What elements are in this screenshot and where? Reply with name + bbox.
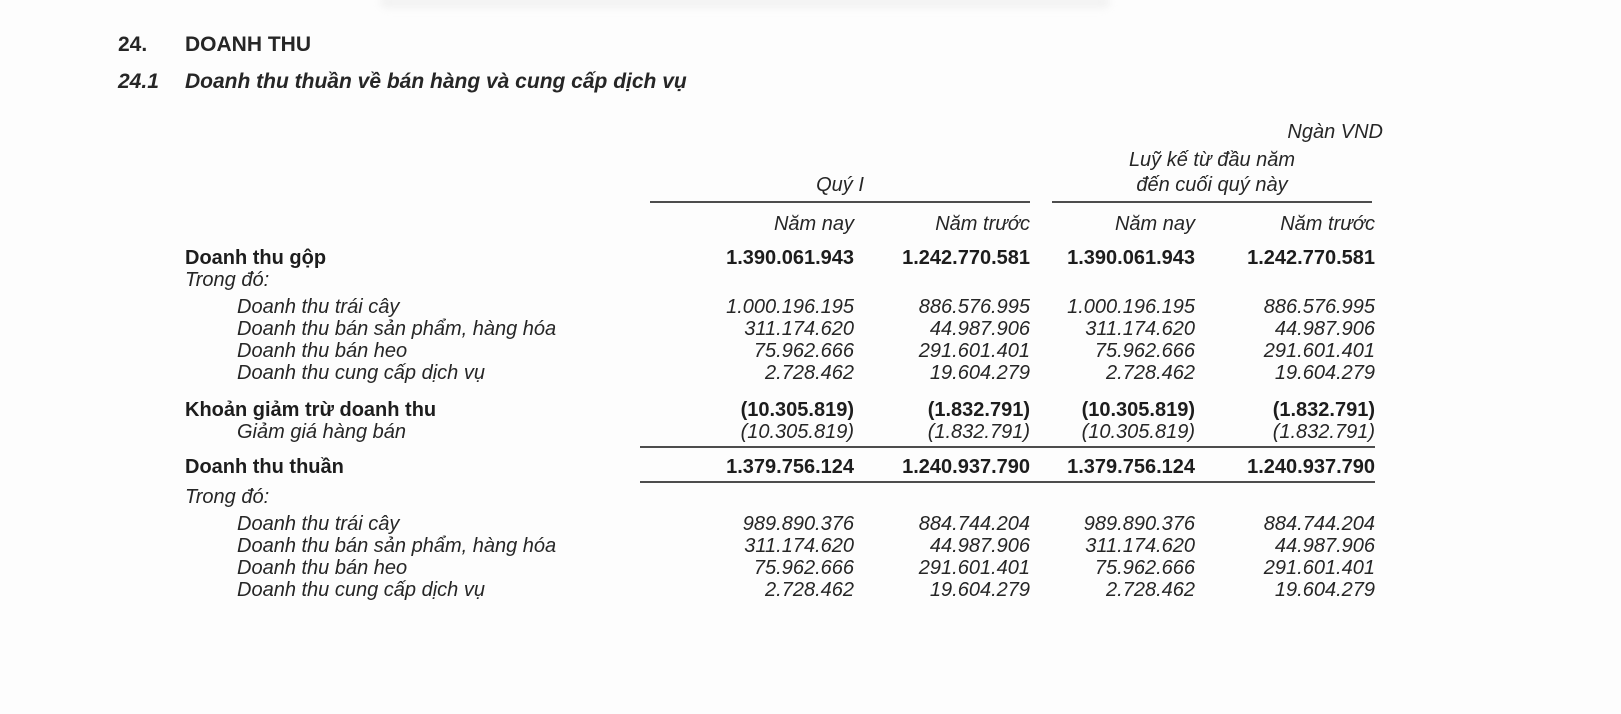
- row-value: 291.601.401: [1263, 340, 1375, 362]
- row-value: 311.174.620: [1085, 535, 1195, 557]
- row-value: 44.987.906: [1274, 318, 1375, 340]
- row-value: 291.601.401: [1263, 557, 1375, 579]
- column-group-quarter-label: Quý I: [816, 174, 864, 196]
- row-value: 989.890.376: [742, 513, 854, 535]
- row-value: 75.962.666: [753, 557, 854, 579]
- row-value: (1.832.791): [1272, 399, 1375, 421]
- row-value: 75.962.666: [1094, 557, 1195, 579]
- table-row-fruit-revenue: [185, 296, 1375, 318]
- row-label: Trong đó:: [185, 269, 270, 291]
- row-label: Khoản giảm trừ doanh thu: [185, 399, 437, 421]
- table-column-group-header: [185, 148, 1375, 203]
- col-header-ytd-current: Năm nay: [1114, 213, 1195, 235]
- row-value: 311.174.620: [1085, 318, 1195, 340]
- table-body: [185, 247, 1375, 601]
- row-value: 291.601.401: [918, 340, 1030, 362]
- row-label: Doanh thu bán heo: [237, 340, 408, 362]
- row-value: (10.305.819): [640, 421, 854, 448]
- row-value: 44.987.906: [929, 318, 1030, 340]
- row-value: 2.728.462: [765, 579, 854, 601]
- table-row-net-revenue: [185, 456, 1375, 483]
- row-label: Doanh thu cung cấp dịch vụ: [237, 362, 485, 384]
- row-label: Doanh thu bán heo: [237, 557, 408, 579]
- row-value: 19.604.279: [1274, 579, 1375, 601]
- row-value: 2.728.462: [1106, 579, 1195, 601]
- row-value: 1.000.196.195: [726, 296, 854, 318]
- row-value: 44.987.906: [929, 535, 1030, 557]
- col-header-ytd-prior: Năm trước: [1280, 213, 1375, 235]
- row-value: 1.379.756.124: [640, 456, 854, 483]
- subsection-title: Doanh thu thuần về bán hàng và cung cấp dịch vụ: [185, 70, 687, 93]
- row-label: Doanh thu trái cây: [237, 296, 400, 318]
- table-row-services-revenue: [185, 362, 1375, 384]
- row-value: 886.576.995: [1263, 296, 1375, 318]
- row-value: 311.174.620: [744, 535, 854, 557]
- row-value: 989.890.376: [1083, 513, 1195, 535]
- row-value: 19.604.279: [929, 362, 1030, 384]
- row-value: 291.601.401: [918, 557, 1030, 579]
- col-header-q-prior: Năm trước: [935, 213, 1030, 235]
- row-label: Giảm giá hàng bán: [237, 421, 407, 443]
- row-value: (10.305.819): [1030, 421, 1195, 448]
- row-value: 311.174.620: [744, 318, 854, 340]
- row-value: 884.744.204: [1263, 513, 1375, 535]
- table-row-revenue-deductions: [185, 399, 1375, 421]
- table-row-of-which: [185, 486, 1375, 508]
- table-row-net-goods-revenue: [185, 535, 1375, 557]
- row-value: 884.744.204: [918, 513, 1030, 535]
- row-value: 19.604.279: [929, 579, 1030, 601]
- table-subheader-row: [185, 203, 1375, 236]
- row-value: 1.240.937.790: [1195, 456, 1375, 483]
- row-value: 1.390.061.943: [1067, 247, 1195, 269]
- row-label: Doanh thu bán sản phẩm, hàng hóa: [237, 318, 557, 340]
- row-value: 19.604.279: [1274, 362, 1375, 384]
- row-value: 2.728.462: [765, 362, 854, 384]
- label-column-spacer: [185, 212, 640, 236]
- section-title: DOANH THU: [185, 33, 311, 56]
- row-value: 1.390.061.943: [726, 247, 854, 269]
- row-value: 1.242.770.581: [1247, 247, 1375, 269]
- row-value: (10.305.819): [1081, 399, 1195, 421]
- revenue-table: [185, 148, 1375, 601]
- column-group-ytd-label-line2: đến cuối quý này: [1136, 174, 1288, 196]
- row-value: 75.962.666: [1094, 340, 1195, 362]
- table-row-sales-discounts: [185, 421, 1375, 448]
- row-value: 1.000.196.195: [1067, 296, 1195, 318]
- section-number: 24.: [118, 33, 148, 56]
- currency-unit-note: Ngàn VND: [1287, 121, 1383, 143]
- column-group-ytd: [1030, 148, 1372, 203]
- section-heading: [118, 33, 311, 57]
- row-label: Trong đó:: [185, 486, 270, 508]
- row-value: (1.832.791): [927, 399, 1030, 421]
- table-row-goods-revenue: [185, 318, 1375, 340]
- row-value: 886.576.995: [918, 296, 1030, 318]
- row-value: 1.379.756.124: [1030, 456, 1195, 483]
- subsection-heading: [118, 70, 687, 94]
- row-value: 75.962.666: [753, 340, 854, 362]
- row-label: Doanh thu gộp: [185, 247, 327, 269]
- subsection-number: 24.1: [118, 70, 159, 93]
- row-value: (1.832.791): [854, 421, 1030, 448]
- row-value: (1.832.791): [1195, 421, 1375, 448]
- row-value: (10.305.819): [740, 399, 854, 421]
- row-value: 44.987.906: [1274, 535, 1375, 557]
- table-row-net-services-revenue: [185, 579, 1375, 601]
- row-value: 1.242.770.581: [902, 247, 1030, 269]
- table-row-pig-revenue: [185, 340, 1375, 362]
- column-group-quarter: [640, 173, 1030, 203]
- col-header-q-current: Năm nay: [773, 213, 854, 235]
- row-label: Doanh thu cung cấp dịch vụ: [237, 579, 485, 601]
- table-row-net-pig-revenue: [185, 557, 1375, 579]
- column-group-ytd-label-line1: Luỹ kế từ đầu năm: [1128, 149, 1296, 171]
- row-label: Doanh thu thuần: [185, 456, 344, 478]
- row-label: Doanh thu bán sản phẩm, hàng hóa: [237, 535, 557, 557]
- row-label: Doanh thu trái cây: [237, 513, 400, 535]
- scan-artifact: [380, 0, 1110, 8]
- table-row-of-which: [185, 269, 1375, 291]
- table-row-gross-revenue: [185, 247, 1375, 269]
- row-value: 1.240.937.790: [854, 456, 1030, 483]
- table-row-net-fruit-revenue: [185, 513, 1375, 535]
- row-value: 2.728.462: [1106, 362, 1195, 384]
